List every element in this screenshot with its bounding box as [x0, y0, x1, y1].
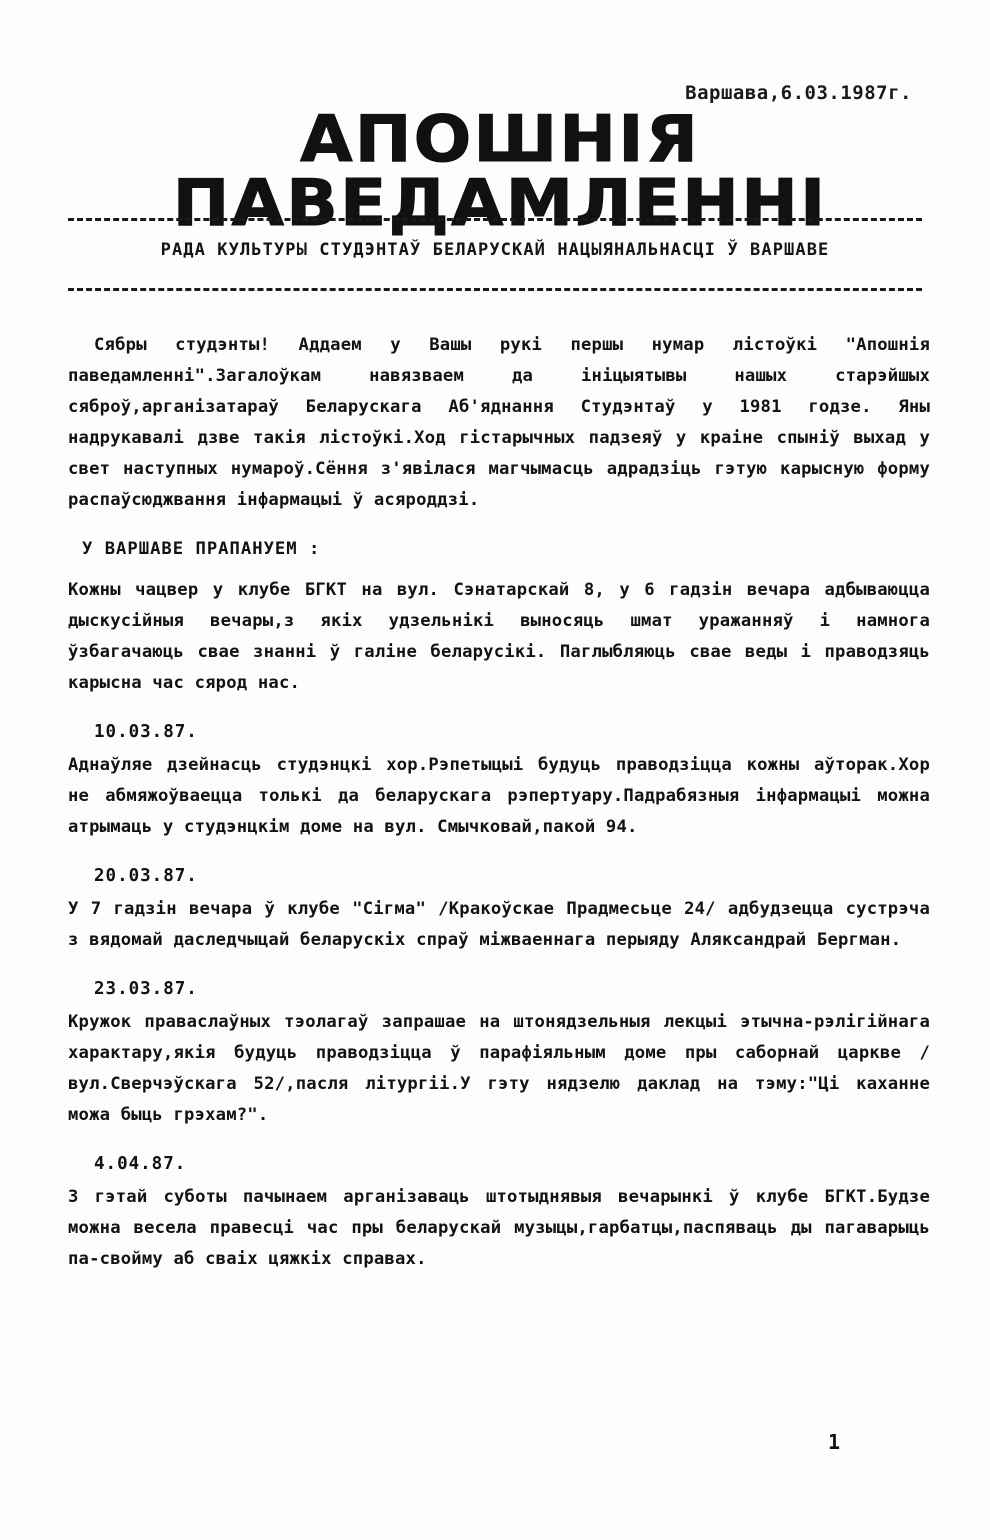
publisher-subtitle: РАДА КУЛЬТУРЫ СТУДЭНТАЎ БЕЛАРУСКАЙ НАЦЫЯНАЛЬНАСЦІ Ў ВАРШАВЕ	[160, 240, 830, 260]
document-body	[68, 330, 941, 1293]
weekly-paragraph: Кожны чацвер у клубе БГКТ на вул. Сэнатарскай 8, у 6 гадзін вечара адбываюцца дыскусійныя вечары,з якіх удзельнікі выносяць шмат уражанняў і намнога ўзбагачаюць свае знанні ў галіне беларусікі. Паглыбляюць свае веды і праводзяць карысна час сярод нас.	[68, 580, 941, 693]
intro-paragraph: Сябры студэнты! Аддаем у Вашы рукі першы нумар лістоўкі "Апошнія паведамленні".Загалоўкам навязваем да ініцыятывы нашых старэйшых сяброў,арганізатараў Беларускага Аб'яднання Студэнтаў у 1981 годзе. Яны надрукавалі дзве такія лістоўкі.Ход гістарычных падзеяў у краіне спыніў выхад у свет наступных нумароў.Сёння з'явілася магчымасць адрадзіць гэтую карысную форму распаўсюджвання інфармацыі ў асяроддзі.	[68, 335, 941, 510]
section-heading: У ВАРШАВЕ ПРАПАНУЕМ :	[82, 539, 321, 559]
entry-date-2: 20.03.87.	[94, 866, 198, 886]
masthead-title: АПОШНІЯ ПАВЕДАМЛЕННІ	[172, 103, 828, 241]
entry-text-4: З гэтай суботы пачынаем арганізаваць штотыднявыя вечарынкі ў клубе БГКТ.Будзе можна весела правесці час пры беларускай музыцы,гарбатцы,паспяваць ды пагаварыць па-свойму аб сваіх цяжкіх справах.	[68, 1187, 941, 1269]
dateline: Варшава,6.03.1987г.	[685, 82, 912, 104]
entry-date-4: 4.04.87.	[94, 1154, 187, 1174]
page-number: 1	[827, 1430, 840, 1454]
entry-date-1: 10.03.87.	[94, 722, 198, 742]
rule-top	[68, 218, 922, 221]
rule-bottom	[68, 288, 922, 291]
entry-text-1: Аднаўляе дзейнасць студэнцкі хор.Рэпетыцыі будуць праводзіцца кожны аўторак.Хор не абмяжоўваецца толькі да беларускага рэпертуару.Падрабязныя інфармацыі можна атрымаць у студэнцкім доме на вул. Смычковай,пакой 94.	[68, 755, 941, 837]
entry-date-3: 23.03.87.	[94, 979, 198, 999]
entry-text-2: У 7 гадзін вечара ў клубе "Сігма" /Кракоўскае Прадмесьце 24/ адбудзецца сустрэча з вядомай даследчыцай беларускіх спраў міжваеннага перыяду Аляксандрай Бергман.	[68, 899, 941, 950]
entry-text-3: Кружок праваслаўных тэолагаў запрашае на штонядзельныя лекцыі этычна-рэлігійнага характару,якія будуць праводзіцца ў парафіяльным доме пры саборнай царкве /вул.Сверчэўскага 52/,пасля літургіі.У гэту нядзелю даклад на тэму:"Ці каханне можа быць грэхам?".	[68, 1012, 941, 1125]
